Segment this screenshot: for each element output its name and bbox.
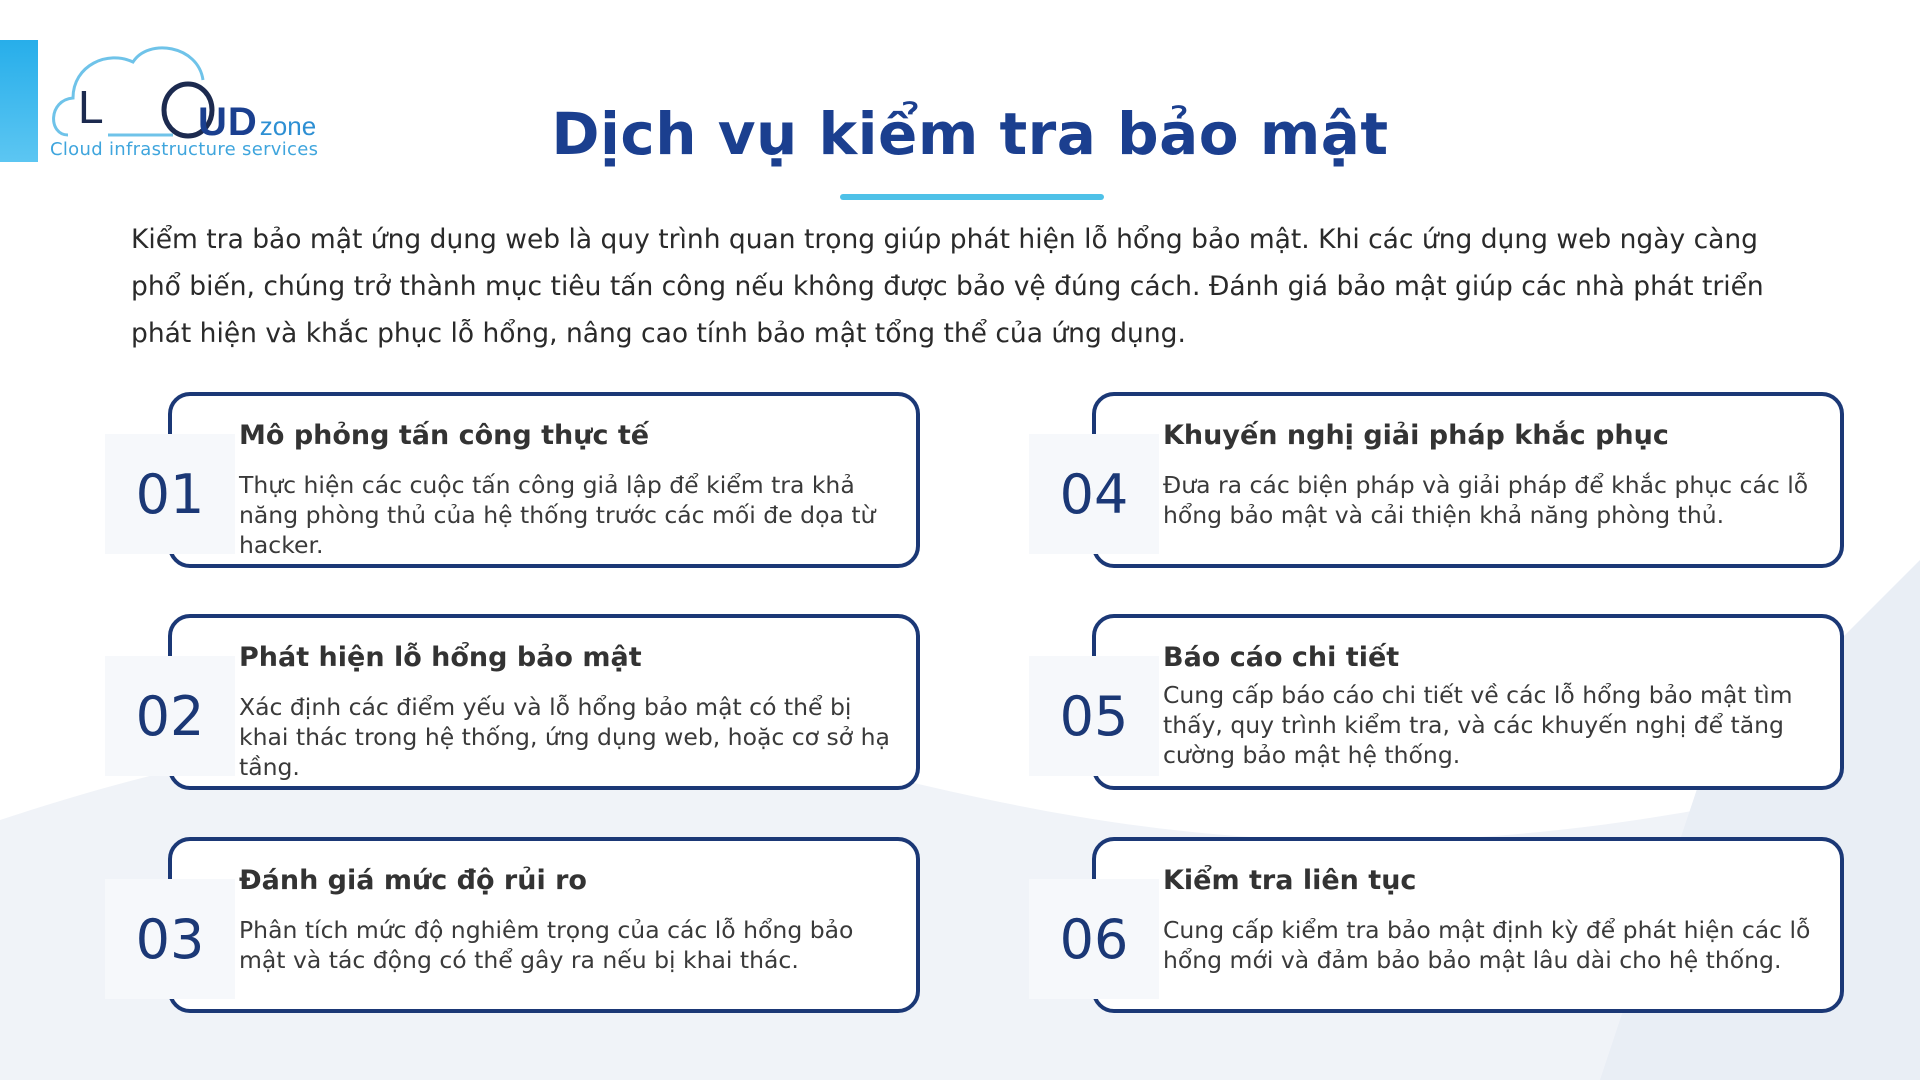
service-number: 04	[1029, 434, 1159, 554]
service-number: 01	[105, 434, 235, 554]
service-title: Phát hiện lỗ hổng bảo mật	[239, 642, 642, 673]
title-underline	[840, 194, 1104, 200]
service-description: Cung cấp kiểm tra bảo mật định kỳ để phát hiện các lỗ hổng mới và đảm bảo bảo mật lâu dài cho hệ thống.	[1163, 916, 1811, 974]
intro-paragraph: Kiểm tra bảo mật ứng dụng web là quy trình quan trọng giúp phát hiện lỗ hổng bảo mật. Khi các ứng dụng web ngày càng phổ biến, chúng trở thành mục tiêu tấn công nếu không được bảo vệ đúng cách. Đánh giá bảo mật giúp các nhà phát triển phát hiện và khắc phục lỗ hổng, nâng cao tính bảo mật tổng thể của ứng dụng.	[131, 224, 1764, 349]
logo-tagline: Cloud infrastructure services	[50, 139, 319, 160]
page-title: Dịch vụ kiểm tra bảo mật	[551, 100, 1389, 168]
service-description: Đưa ra các biện pháp và giải pháp để khắc phục các lỗ hổng bảo mật và cải thiện khả năng phòng thủ.	[1163, 471, 1809, 529]
service-title: Đánh giá mức độ rủi ro	[239, 865, 587, 896]
service-title: Mô phỏng tấn công thực tế	[239, 420, 650, 451]
service-description: Xác định các điểm yếu và lỗ hổng bảo mật có thể bị khai thác trong hệ thống, ứng dụng web, hoặc cơ sở hạ tầng.	[239, 693, 890, 781]
service-number: 05	[1029, 656, 1159, 776]
service-description: Cung cấp báo cáo chi tiết về các lỗ hổng bảo mật tìm thấy, quy trình kiểm tra, và các khuyến nghị để tăng cường bảo mật hệ thống.	[1163, 681, 1793, 769]
service-title: Khuyến nghị giải pháp khắc phục	[1163, 420, 1669, 451]
service-description: Thực hiện các cuộc tấn công giả lập để kiểm tra khả năng phòng thủ của hệ thống trước các mối đe dọa từ hacker.	[239, 471, 876, 559]
service-title: Báo cáo chi tiết	[1163, 642, 1400, 673]
service-number: 06	[1029, 879, 1159, 999]
service-number: 02	[105, 656, 235, 776]
service-description: Phân tích mức độ nghiêm trọng của các lỗ hổng bảo mật và tác động có thể gây ra nếu bị khai thác.	[239, 916, 854, 974]
logo-ud: UD	[198, 100, 258, 144]
service-number: 03	[105, 879, 235, 999]
logo-zone: zone	[259, 111, 317, 141]
logo-letter-l: L	[78, 81, 104, 133]
service-title: Kiểm tra liên tục	[1163, 865, 1417, 896]
